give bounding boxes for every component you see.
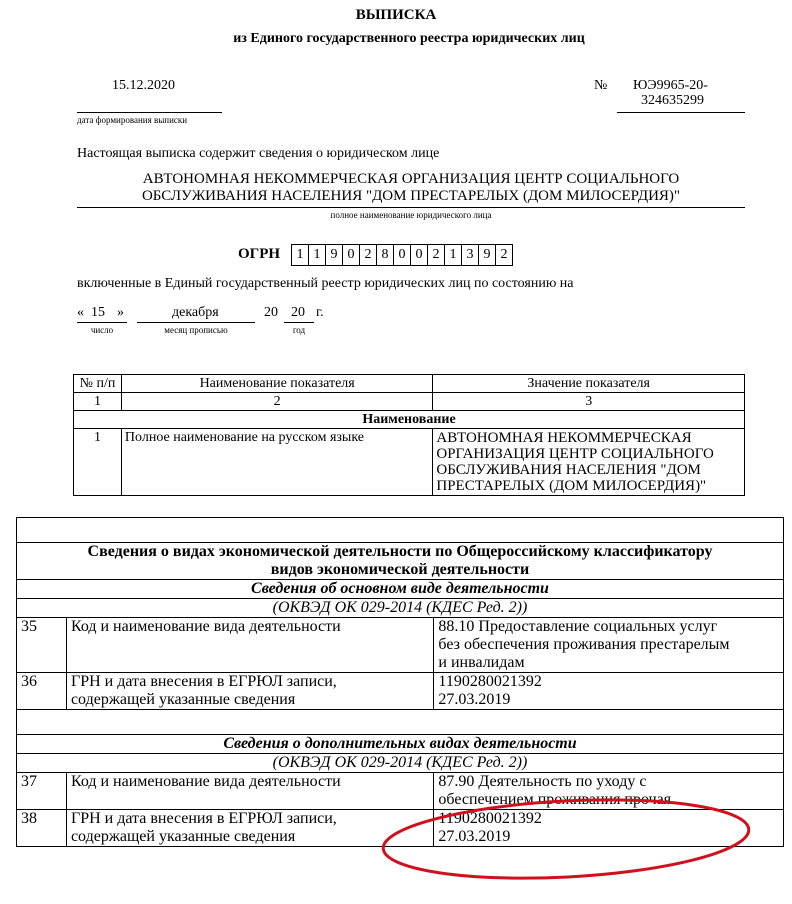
month-underline [137,322,255,323]
ogrn-digits [292,244,513,266]
row-indicator: Полное наименование на русском языке [121,429,432,496]
row-number: 1 [74,429,122,496]
col-number-1: 1 [74,393,122,411]
as-of-year-suffix: 20 [291,305,305,320]
day-underline [77,322,127,323]
okved-title-line2: видов экономической деятельности [270,561,530,578]
value-line: 1190280021392 [438,810,542,827]
ogrn-digit-cell: 0 [410,244,428,266]
as-of-month: декабря [172,305,219,320]
header-cell-number: № п/п [74,375,122,393]
row-value [434,810,784,847]
ogrn-digit-cell: 2 [495,244,513,266]
value-line: 1190280021392 [438,673,542,690]
row-number: 38 [17,810,67,847]
as-of-close-quote: » [117,305,124,320]
table-row [17,810,784,847]
org-name-line1: АВТОНОМНАЯ НЕКОММЕРЧЕСКАЯ ОРГАНИЗАЦИЯ ЦЕНТР СОЦИАЛЬНОГО [142,171,680,187]
row-indicator: Код и наименование вида деятельности [66,618,433,673]
row-indicator: Код и наименование вида деятельности [66,773,433,810]
as-of-year-prefix: 20 [264,305,278,320]
row-number: 37 [17,773,67,810]
indicator-line: ГРН и дата внесения в ЕГРЮЛ записи, [70,810,337,827]
ogrn-digit-cell: 0 [393,244,411,266]
section-title-name: Наименование [74,411,745,429]
number-sign: № [594,78,608,93]
org-underline [77,207,745,208]
ogrn-digit-cell: 9 [478,244,496,266]
extra-classifier-row [17,754,784,773]
row-value [434,618,784,673]
extract-number [633,78,708,108]
value-line: ОБСЛУЖИВАНИЯ НАСЕЛЕНИЯ "ДОМ [436,462,701,478]
spacer-row [17,710,784,735]
spacer-cell [17,518,784,543]
value-line: АВТОНОМНАЯ НЕКОММЕРЧЕСКАЯ [436,430,692,446]
main-classifier: (ОКВЭД ОК 029-2014 (КДЕС Ред. 2)) [17,599,784,618]
main-section-title: Сведения об основном виде деятельности [17,580,784,599]
header-cell-value: Значение показателя [433,375,745,393]
org-full-name [77,171,745,205]
ogrn-digit-cell: 9 [325,244,343,266]
as-of-day: 15 [91,305,105,320]
egrul-table-bottom [16,517,784,847]
row-number: 36 [17,673,67,710]
indicator-line: содержащей указанные сведения [70,691,296,708]
table-header-row [74,375,745,393]
spacer-row [17,518,784,543]
value-line: и инвалидам [438,654,525,671]
header-cell-indicator: Наименование показателя [121,375,432,393]
extra-section-title: Сведения о дополнительных видах деятельности [17,735,784,754]
value-line: 88.10 Предоставление социальных услуг [438,618,718,635]
row-indicator [66,673,433,710]
row-value [434,773,784,810]
egrul-table-top [73,374,745,496]
col-number-2: 2 [121,393,432,411]
table-row [17,618,784,673]
row-number: 35 [17,618,67,673]
included-text: включенные в Единый государственный реестр юридических лиц по состоянию на [77,276,574,291]
extra-classifier: (ОКВЭД ОК 029-2014 (КДЕС Ред. 2)) [17,754,784,773]
value-line: 87.90 Деятельность по уходу с [438,773,647,790]
ogrn-digit-cell: 1 [291,244,309,266]
ogrn-digit-cell: 1 [308,244,326,266]
column-number-row [74,393,745,411]
okved-title-row [17,543,784,580]
row-value [434,673,784,710]
value-line: 27.03.2019 [438,828,511,845]
date-caption: дата формирования выписки [77,115,188,125]
okved-title [17,543,784,580]
section-row-name [74,411,745,429]
ogrn-digit-cell: 2 [359,244,377,266]
as-of-year-abbr: г. [316,305,324,320]
ogrn-digit-cell: 8 [376,244,394,266]
table-row [74,429,745,496]
col-number-3: 3 [433,393,745,411]
value-line: ОРГАНИЗАЦИЯ ЦЕНТР СОЦИАЛЬНОГО [436,446,714,462]
document-subtitle: из Единого государственного реестра юридических лиц [233,31,585,46]
document-title: ВЫПИСКА [355,7,437,23]
ogrn-digit-cell: 2 [427,244,445,266]
okved-title-line1: Сведения о видах экономической деятельности по Общероссийскому классификатору [87,543,713,560]
org-name-line2: ОБСЛУЖИВАНИЯ НАСЕЛЕНИЯ "ДОМ ПРЕСТАРЕЛЫХ (ДОМ МИЛОСЕРДИЯ)" [141,188,681,204]
table-row [17,773,784,810]
issue-date: 15.12.2020 [112,78,175,93]
ogrn-digit-cell: 0 [342,244,360,266]
value-line: обеспечением проживания прочая [438,791,672,808]
value-line: ПРЕСТАРЕЛЫХ (ДОМ МИЛОСЕРДИЯ)" [436,478,707,494]
value-line: 27.03.2019 [438,691,511,708]
day-caption: число [90,325,114,335]
extract-number-line2: 324635299 [641,93,704,108]
as-of-open-quote: « [77,305,84,320]
indicator-line: содержащей указанные сведения [70,828,296,845]
ogrn-digit-cell: 3 [461,244,479,266]
row-value [433,429,745,496]
main-section-row [17,580,784,599]
extract-number-line1: ЮЭ9965-20- [633,78,708,93]
year-caption: год [292,325,306,335]
ogrn-label: ОГРН [238,246,281,262]
row-indicator [66,810,433,847]
value-line: без обеспечения проживания престарелым [438,636,730,653]
month-caption: месяц прописью [164,325,228,335]
table-row [17,673,784,710]
org-caption: полное наименование юридического лица [330,210,492,220]
extra-section-row [17,735,784,754]
number-underline [617,112,745,113]
spacer-cell [17,710,784,735]
intro-text: Настоящая выписка содержит сведения о юридическом лице [77,146,440,161]
date-underline [77,112,222,113]
main-classifier-row [17,599,784,618]
ogrn-digit-cell: 1 [444,244,462,266]
indicator-line: ГРН и дата внесения в ЕГРЮЛ записи, [70,673,337,690]
year-underline [284,322,314,323]
